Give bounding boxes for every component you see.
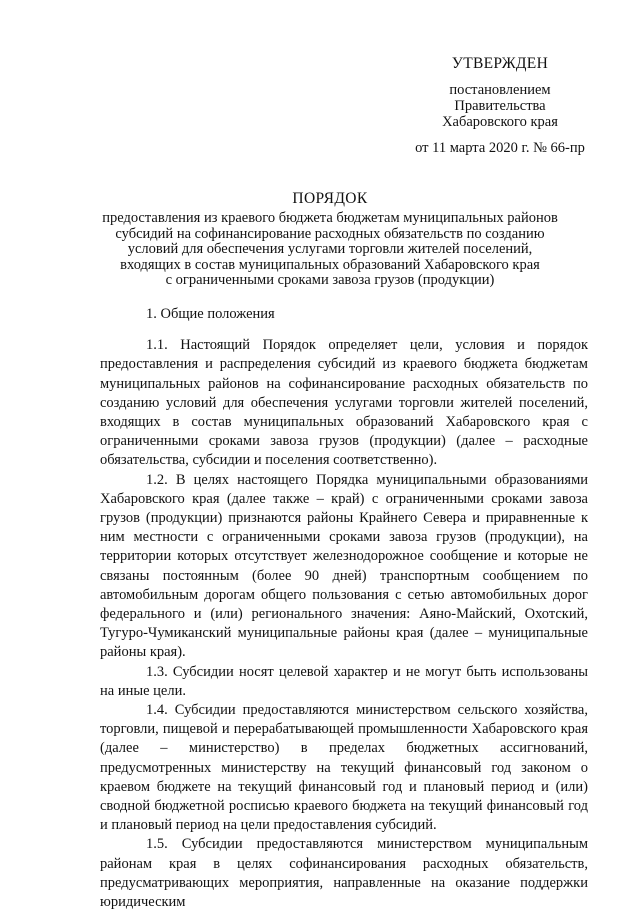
paragraph-1-4: 1.4. Субсидии предоставляются министерством сельского хозяйства, торговли, пищевой и перерабатывающей промышленности Хабаровского края (далее – министерство) в пределах бюджетных ассигнований, предусмотренных министерству на текущий финансовый год законом о краевом бюджете на текущий финансовый год и плановый период и (или) сводной бюджетной росписью краевого бюджета на текущий финансовый год и плановый период на цели предоставления субсидий. <box>100 702 588 834</box>
paragraph-1-3: 1.3. Субсидии носят целевой характер и не могут быть использованы на иные цели. <box>100 663 588 699</box>
section-heading: 1. Общие положения <box>146 306 275 322</box>
subtitle-line: субсидий на софинансирование расходных обязательств по созданию <box>115 225 545 242</box>
approved-word: УТВЕРЖДЕН <box>451 55 549 72</box>
paragraph-1-5: 1.5. Субсидии предоставляются министерством муниципальным районам края в целях софинансирования расходных обязательств, предусматривающих мероприятия, направленные на оказание поддержки юридическим <box>100 836 588 911</box>
subtitle-line: входящих в состав муниципальных образований Хабаровского края <box>120 256 540 273</box>
approval-stamp <box>400 56 600 156</box>
approved-by-line: постановлением <box>449 82 551 98</box>
subtitle-line: условий для обеспечения услугами торговли жителей поселений, <box>127 241 533 257</box>
document-body <box>100 305 588 912</box>
paragraph-1-2: 1.2. В целях настоящего Порядка муниципальными образованиями Хабаровского края (далее также – край) с ограниченными сроками завоза грузов (продукции) признаются районы Крайнего Севера и приравненные к ним местности с ограниченными сроками завоза грузов (продукции), на территории которых отсутствует железнодорожное сообщение и которые не связаны постоянным (более 90 дней) транспортным сообщением по автомобильным дорогам общего пользования с сетью автомобильных дорог федерального и (или) регионального значения: Аяно-Майский, Охотский, Тугуро-Чумиканский муниципальные районы края (далее – муниципальные районы края). <box>100 471 588 661</box>
approved-by-line: Правительства <box>454 98 546 114</box>
document-title: ПОРЯДОК <box>292 190 368 207</box>
subtitle-line: предоставления из краевого бюджета бюджетам муниципальных районов <box>102 210 558 226</box>
approved-date: от 11 марта 2020 г. № 66-пр <box>415 140 585 156</box>
approved-by-line: Хабаровского края <box>442 114 558 130</box>
subtitle-line: с ограниченными сроками завоза грузов (продукции) <box>165 272 495 288</box>
paragraph-1-1: 1.1. Настоящий Порядок определяет цели, условия и порядок предоставления и распределения субсидий из краевого бюджета бюджетам муниципальных районов на софинансирование расходных обязательств по созданию условий для обеспечения услугами торговли жителей поселений, входящих в состав муниципальных образований Хабаровского края с ограниченными сроками завоза грузов (продукции) (далее – расходные обязательства, субсидии и поселения соответственно). <box>100 337 588 469</box>
document-subtitle <box>100 211 560 289</box>
